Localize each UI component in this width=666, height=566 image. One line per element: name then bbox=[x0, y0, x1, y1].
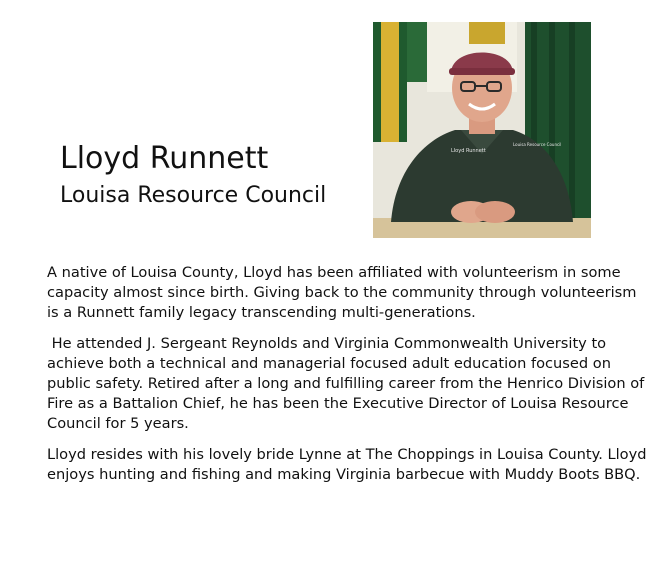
bio-text bbox=[47, 263, 652, 496]
bio-paragraph: Lloyd resides with his lovely bride Lynne at The Choppings in Louisa County. Lloyd enjoys hunting and fishing and making Virginia barbecue with Muddy Boots BBQ. bbox=[47, 446, 647, 483]
profile-name: Lloyd Runnett bbox=[60, 141, 269, 176]
bio-paragraph: He attended J. Sergeant Reynolds and Virginia Commonwealth University to achieve both a technical and managerial focused adult education focused on public safety. Retired after a long and fulfilling career from the Henrico Division of Fire as a Battalion Chief, he has been the Executive Director of Louisa Resource Council for 5 years. bbox=[47, 335, 645, 432]
profile-organization: Louisa Resource Council bbox=[60, 183, 327, 208]
bio-paragraph: A native of Louisa County, Lloyd has been affiliated with volunteerism in some capacity almost since birth. Giving back to the community through volunteerism is a Runnett family legacy transcending multi-generations. bbox=[47, 264, 637, 321]
shirt-logo-text: Louisa Resource Council bbox=[513, 142, 562, 147]
profile-photo bbox=[373, 22, 591, 238]
shirt-name-text: Lloyd Runnett bbox=[451, 148, 486, 154]
